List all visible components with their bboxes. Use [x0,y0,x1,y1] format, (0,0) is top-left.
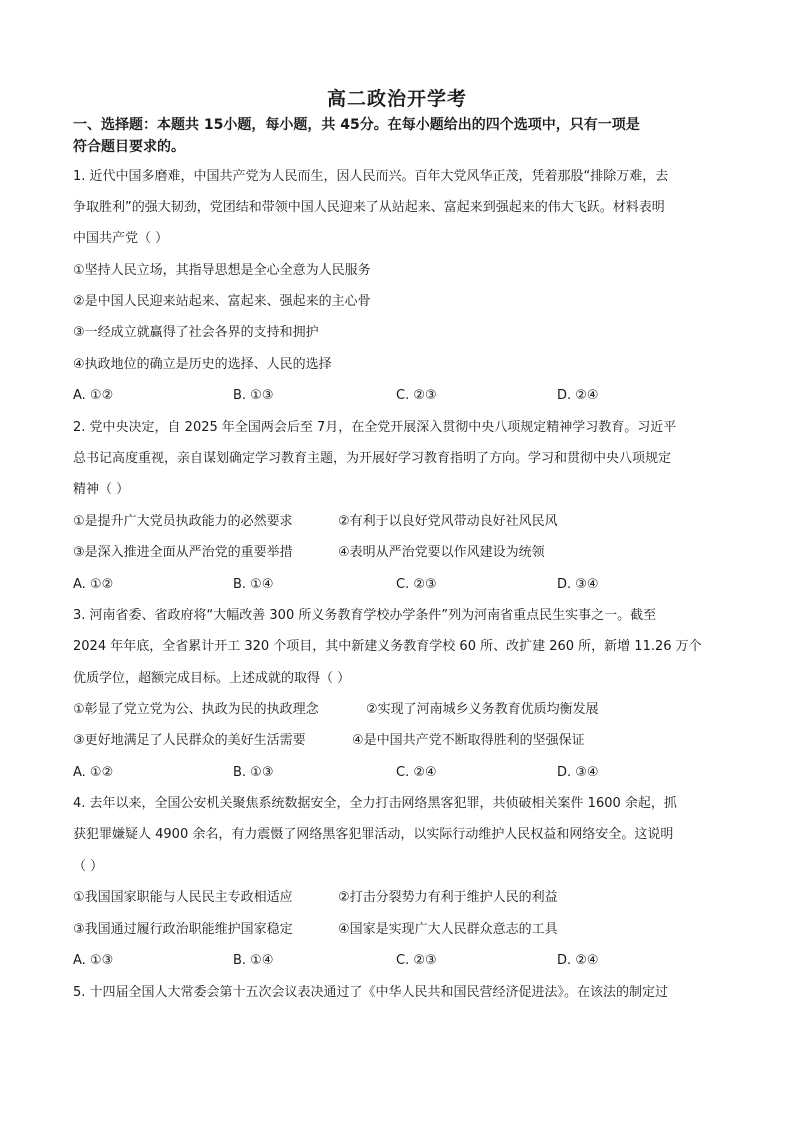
q3-statement-3: ③更好地满足了人民群众的美好生活需要 [73,733,306,748]
q1-statement-2: ②是中国人民迎来站起来、富起来、强起来的主心骨 [73,294,371,309]
q3-statement-1: ①彰显了党立党为公、执政为民的执政理念 [73,702,319,717]
q1-option-c: C. ②③ [396,388,437,403]
q4-stem-line-2: 获犯罪嫌疑人 4900 余名，有力震慑了网络黑客犯罪活动，以实际行动维护人民权益和网络安全。这说明 [73,827,674,842]
section-heading [73,114,723,158]
q4-statement-4: ④国家是实现广大人民群众意志的工具 [338,922,558,937]
q2-option-b: B. ①④ [233,577,274,592]
q4-statement-1: ①我国国家职能与人民民主专政相适应 [73,890,293,905]
q2-statement-2: ②有利于以良好党风带动良好社风民风 [338,514,558,529]
q3-option-d: D. ③④ [557,765,599,780]
q1-statement-4: ④执政地位的确立是历史的选择、人民的选择 [73,357,332,372]
section-heading-line-1: 一、选择题：本题共 15小题，每小题，共 45分。在每小题给出的四个选项中，只有一项是 [73,117,640,133]
q1-option-d: D. ②④ [557,388,599,403]
q2-statement-3: ③是深入推进全面从严治党的重要举措 [73,545,293,560]
q4-option-d: D. ②④ [557,953,599,968]
q3-option-a: A. ①② [73,765,114,780]
q4-statement-2: ②打击分裂势力有利于维护人民的利益 [338,890,558,905]
section-heading-line-2: 符合题目要求的。 [73,139,185,155]
q3-stem-line-1: 3. 河南省委、省政府将“大幅改善 300 所义务教育学校办学条件”列为河南省重点民生实事之一。截至 [73,608,657,623]
q4-stem-line-3: （ ） [73,859,104,874]
q2-option-a: A. ①② [73,577,114,592]
q3-stem-line-2: 2024 年年底，全省累计开工 320 个项目，其中新建义务教育学校 60 所、改扩建 260 所，新增 11.26 万个 [73,639,702,654]
q2-stem-line-2: 总书记高度重视，亲自谋划确定学习教育主题，为开展好学习教育指明了方向。学习和贯彻中央八项规定 [73,451,672,466]
q4-option-b: B. ①④ [233,953,274,968]
q1-option-a: A. ①② [73,388,114,403]
q2-stem-line-1: 2. 党中央决定，自 2025 年全国两会后至 7月，在全党开展深入贯彻中央八项规定精神学习教育。习近平 [73,420,677,435]
q3-statement-4: ④是中国共产党不断取得胜利的坚强保证 [352,733,585,748]
q4-statement-3: ③我国通过履行政治职能维护国家稳定 [73,922,293,937]
q3-stem-line-3: 优质学位，超额完成目标。上述成就的取得（ ） [73,671,351,686]
q1-statement-1: ①坚持人民立场，其指导思想是全心全意为人民服务 [73,263,371,278]
q4-option-a: A. ①③ [73,953,114,968]
page-title: 高二政治开学考 [326,88,467,110]
q2-statement-4: ④表明从严治党要以作风建设为统领 [338,545,545,560]
q3-statement-2: ②实现了河南城乡义务教育优质均衡发展 [366,702,599,717]
q4-stem-line-1: 4. 去年以来，全国公安机关聚焦系统数据安全，全力打击网络黑客犯罪，共侦破相关案件 1600 余起，抓 [73,796,677,811]
q1-stem-line-1: 1. 近代中国多磨难，中国共产党为人民而生，因人民而兴。百年大党风华正茂，凭着那股“排除万难，去 [73,169,669,184]
q2-statement-1: ①是提升广大党员执政能力的必然要求 [73,514,293,529]
q1-option-b: B. ①③ [233,388,274,403]
q3-option-c: C. ②④ [396,765,437,780]
q3-option-b: B. ①③ [233,765,274,780]
q2-stem-line-3: 精神（ ） [73,482,130,497]
q1-statement-3: ③一经成立就赢得了社会各界的支持和拥护 [73,325,319,340]
q1-stem-line-3: 中国共产党（ ） [73,231,169,246]
q2-option-d: D. ③④ [557,577,599,592]
q4-option-c: C. ②③ [396,953,437,968]
q5-stem-line-1: 5. 十四届全国人大常委会第十五次会议表决通过了《中华人民共和国民营经济促进法》。在该法的制定过 [73,985,669,1000]
q1-stem-line-2: 争取胜利”的强大韧劲，党团结和带领中国人民迎来了从站起来、富起来到强起来的伟大飞跃。材料表明 [73,200,665,215]
q2-option-c: C. ②③ [396,577,437,592]
